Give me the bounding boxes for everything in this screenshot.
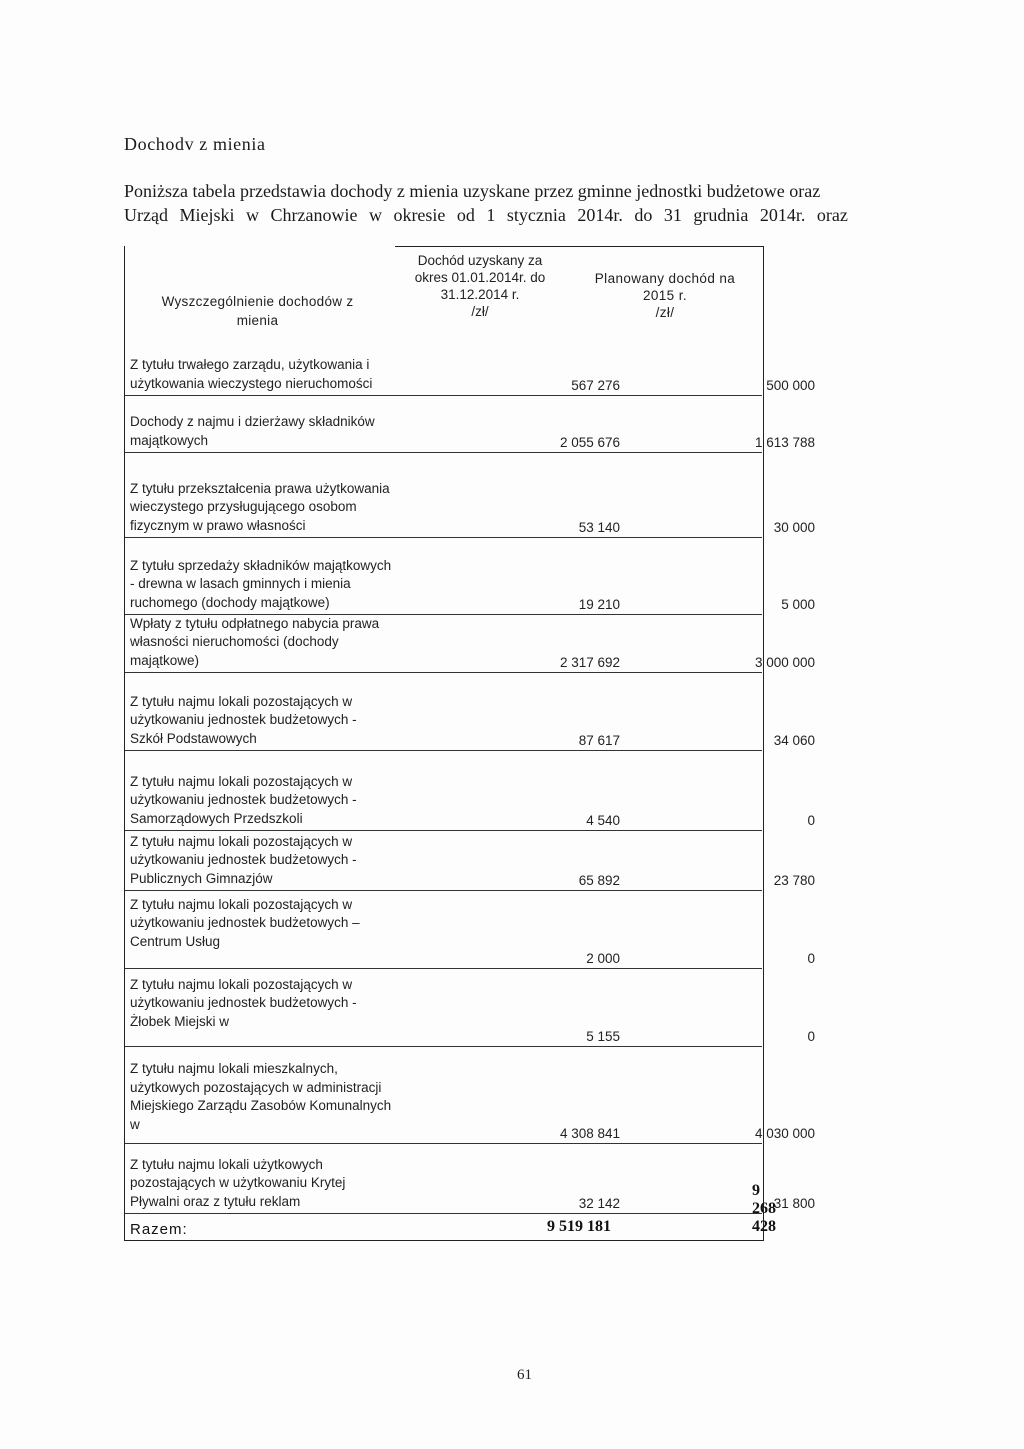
row-planned-2015: 1 613 788 (754, 435, 815, 450)
table-row (125, 751, 815, 831)
income-table (124, 246, 815, 1241)
row-planned-2015: 0 (807, 813, 815, 828)
row-planned-2015: 500 000 (766, 378, 815, 393)
table-row (125, 334, 815, 396)
header-planned-2015-line: /zł/ (655, 305, 675, 320)
total-label: Razem: (130, 1221, 188, 1238)
intro-line-2: Urząd Miejski w Chrzanowie w okresie od 1 stycznia 2014r. do 31 grudnia 2014r. oraz (124, 205, 848, 225)
row-planned-2015: 30 000 (773, 520, 815, 535)
row-income-2014: 567 276 (571, 378, 620, 393)
row-label: Z tytułu sprzedaży składników majątkowych - drewna w lasach gminnych i mienia ruchomego (dochody majątkowe) (130, 557, 392, 610)
page-number: 61 (517, 1367, 532, 1383)
header-income-2014-line: okres 01.01.2014r. do (414, 270, 546, 285)
row-label: Z tytułu przekształcenia prawa użytkowania wieczystego przysługującego osobom fizycznym w prawo własności (130, 480, 390, 533)
section-heading: Dochodv z mienia (124, 134, 266, 154)
table-row (125, 615, 815, 673)
row-label: Z tytułu trwałego zarządu, użytkowania i użytkowania wieczystego nieruchomości (130, 357, 373, 391)
header-description-line: mienia (236, 313, 279, 328)
row-label: Z tytułu najmu lokali pozostających w użytkowaniu jednostek budżetowych - Publicznych Gimnazjów (130, 833, 357, 886)
table-row (125, 396, 815, 453)
header-planned-2015-line: 2015 r. (642, 288, 688, 303)
row-label: Dochody z najmu i dzierżawy składników majątkowych (130, 414, 375, 448)
row-label: Z tytułu najmu lokali pozostających w użytkowaniu jednostek budżetowych - Żłobek Miejski w (130, 976, 357, 1029)
row-income-2014: 87 617 (578, 733, 620, 748)
table-row (125, 891, 815, 969)
row-income-2014: 4 540 (586, 813, 620, 828)
intro-line-1: Poniższa tabela przedstawia dochody z mienia uzyskane przez gminne jednostki budżetowe oraz (124, 181, 821, 201)
row-income-2014: 65 892 (578, 873, 620, 888)
row-planned-2015: 5 000 (781, 597, 815, 612)
row-label: Z tytułu najmu lokali pozostających w użytkowaniu jednostek budżetowych - Szkół Podstawowych (130, 693, 357, 746)
total-planned-2015: 9 268 428 (752, 1182, 776, 1235)
header-description-line: Wyszczególnienie dochodów z (161, 294, 354, 309)
header-planned-2015-line: Planowany dochód na (594, 271, 736, 286)
row-planned-2015: 3 000 000 (754, 655, 815, 670)
row-planned-2015: 34 060 (773, 733, 815, 748)
row-income-2014: 2 317 692 (559, 655, 620, 670)
row-label: Z tytułu najmu lokali pozostających w użytkowaniu jednostek budżetowych – Centrum Usług (130, 896, 360, 949)
row-income-2014: 53 140 (578, 520, 620, 535)
table-row (125, 538, 815, 615)
table-row (125, 1047, 815, 1144)
row-label: Z tytułu najmu lokali użytkowych pozostających w użytkowaniu Krytej Pływalni oraz z tytułu reklam (130, 1156, 346, 1209)
header-income-2014-line: Dochód uzyskany za (417, 253, 543, 268)
row-planned-2015: 4 030 000 (754, 1126, 815, 1141)
header-income-2014 (395, 252, 565, 320)
row-planned-2015: 0 (807, 1029, 815, 1044)
row-income-2014: 2 055 676 (559, 435, 620, 450)
header-description (125, 292, 390, 330)
row-label: Wpłaty z tytułu odpłatnego nabycia prawa własności nieruchomości (dochody majątkowe) (130, 615, 380, 668)
row-planned-2015: 23 780 (773, 873, 815, 888)
header-planned-2015 (555, 270, 775, 321)
row-planned-2015: 0 (807, 951, 815, 966)
row-label: Z tytułu najmu lokali mieszkalnych, użytkowych pozostających w administracji Miejskiego Zarządu Zasobów Komunalnych w (130, 1061, 392, 1132)
table-header-row (125, 246, 762, 334)
row-income-2014: 5 155 (586, 1029, 620, 1044)
table-row (125, 453, 815, 538)
row-income-2014: 4 308 841 (559, 1126, 620, 1141)
row-income-2014: 32 142 (578, 1196, 620, 1211)
header-income-2014-line: 31.12.2014 r. (440, 287, 520, 302)
table-row (125, 673, 815, 751)
row-planned-2015: 31 800 (773, 1196, 815, 1211)
row-income-2014: 2 000 (586, 951, 620, 966)
table-row (125, 831, 815, 891)
table-row (125, 969, 815, 1047)
row-income-2014: 19 210 (578, 597, 620, 612)
intro-paragraph (124, 179, 904, 227)
header-income-2014-line: /zł/ (471, 304, 489, 319)
row-label: Z tytułu najmu lokali pozostających w użytkowaniu jednostek budżetowych - Samorządowych Przedszkoli (130, 773, 357, 826)
total-income-2014: 9 519 181 (547, 1218, 611, 1235)
